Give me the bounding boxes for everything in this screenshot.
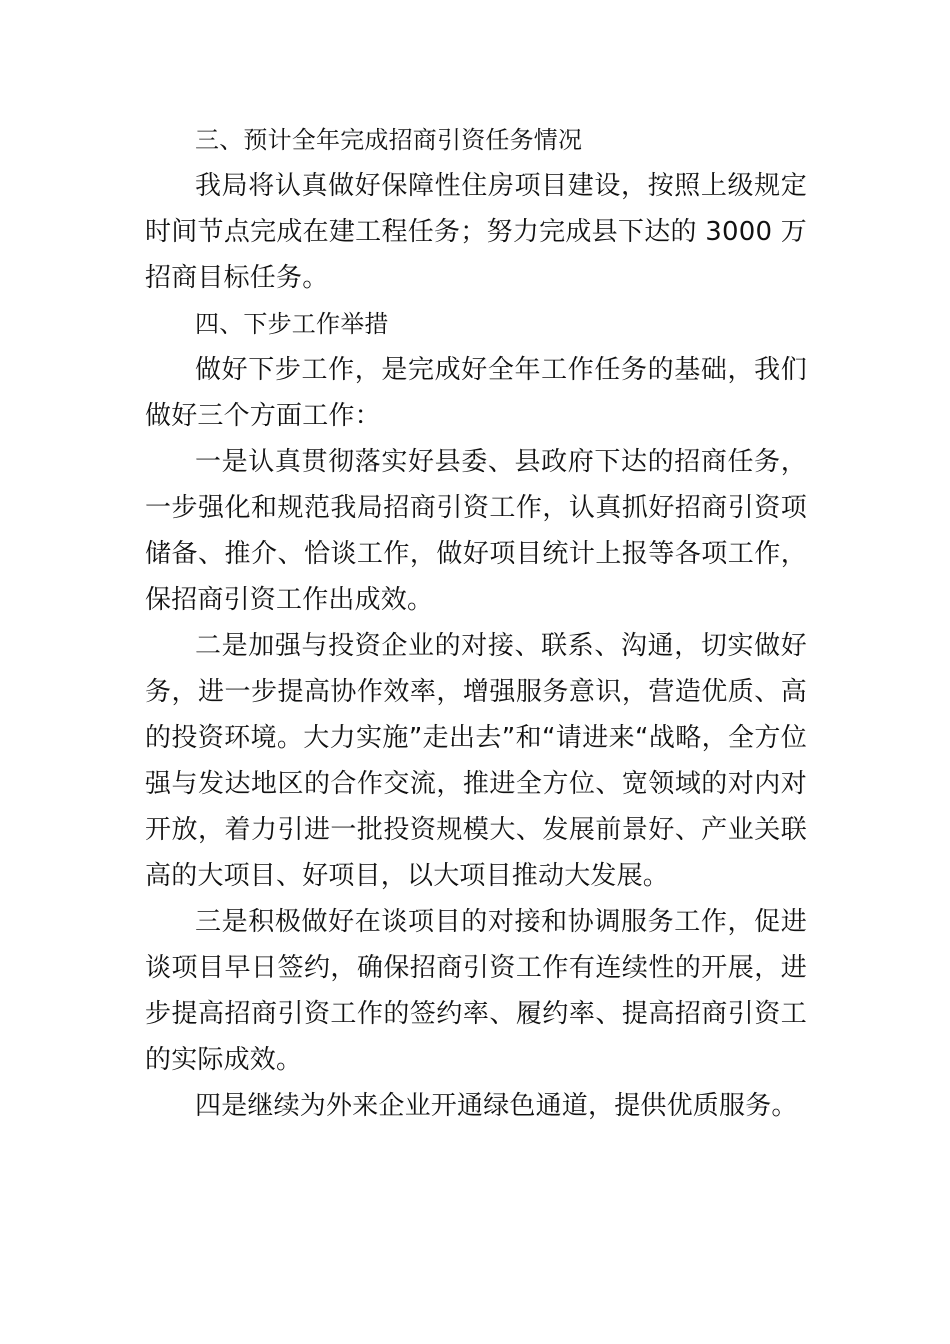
paragraph-line: 的实际成效。	[145, 1045, 303, 1075]
paragraph-line: 四是继续为外来企业开通绿色通道，提供优质服务。	[195, 1091, 798, 1121]
paragraph-line: 一是认真贯彻落实好县委、县政府下达的招商任务，	[195, 447, 807, 477]
paragraph-intro	[145, 347, 807, 439]
paragraph-line: 一步强化和规范我局招商引资工作，认真抓好招商引资项	[145, 493, 807, 523]
section-heading-4: 四、下步工作举措	[195, 310, 389, 338]
paragraph-item-3	[145, 899, 807, 1083]
paragraph-line: 强与发达地区的合作交流，推进全方位、宽领域的对内对	[145, 769, 807, 799]
paragraph-line: 做好三个方面工作：	[145, 401, 381, 431]
section-heading-3: 三、预计全年完成招商引资任务情况	[195, 126, 583, 154]
paragraph-line: 二是加强与投资企业的对接、联系、沟通，切实做好	[195, 631, 807, 661]
paragraph-line: 我局将认真做好保障性住房项目建设，按照上级规定	[195, 171, 807, 201]
paragraph-item-1	[145, 439, 807, 623]
paragraph-line: 招商目标任务。	[145, 263, 329, 293]
paragraph-line: 开放，着力引进一批投资规模大、发展前景好、产业关联	[145, 815, 807, 845]
paragraph-line: 储备、推介、恰谈工作，做好项目统计上报等各项工作，	[145, 539, 807, 569]
paragraph-item-4	[145, 1083, 807, 1129]
paragraph-line: 三是积极做好在谈项目的对接和协调服务工作，促进	[195, 907, 807, 937]
paragraph-line: 做好下步工作，是完成好全年工作任务的基础，我们	[195, 355, 807, 385]
paragraph-line: 高的大项目、好项目，以大项目推动大发展。	[145, 861, 670, 891]
paragraph-3	[145, 163, 807, 301]
paragraph-line: 的投资环境。大力实施”走出去”和“请进来“战略，全方位	[145, 723, 807, 753]
paragraph-line: 谈项目早日签约，确保招商引资工作有连续性的开展，进	[145, 953, 807, 983]
document-page	[145, 117, 807, 1129]
paragraph-line: 保招商引资工作出成效。	[145, 585, 434, 615]
paragraph-line: 务，进一步提高协作效率，增强服务意识，营造优质、高	[145, 677, 807, 707]
paragraph-item-2	[145, 623, 807, 899]
paragraph-line: 时间节点完成在建工程任务；努力完成县下达的 3000 万	[145, 217, 807, 247]
paragraph-line: 步提高招商引资工作的签约率、履约率、提高招商引资工	[145, 999, 807, 1029]
